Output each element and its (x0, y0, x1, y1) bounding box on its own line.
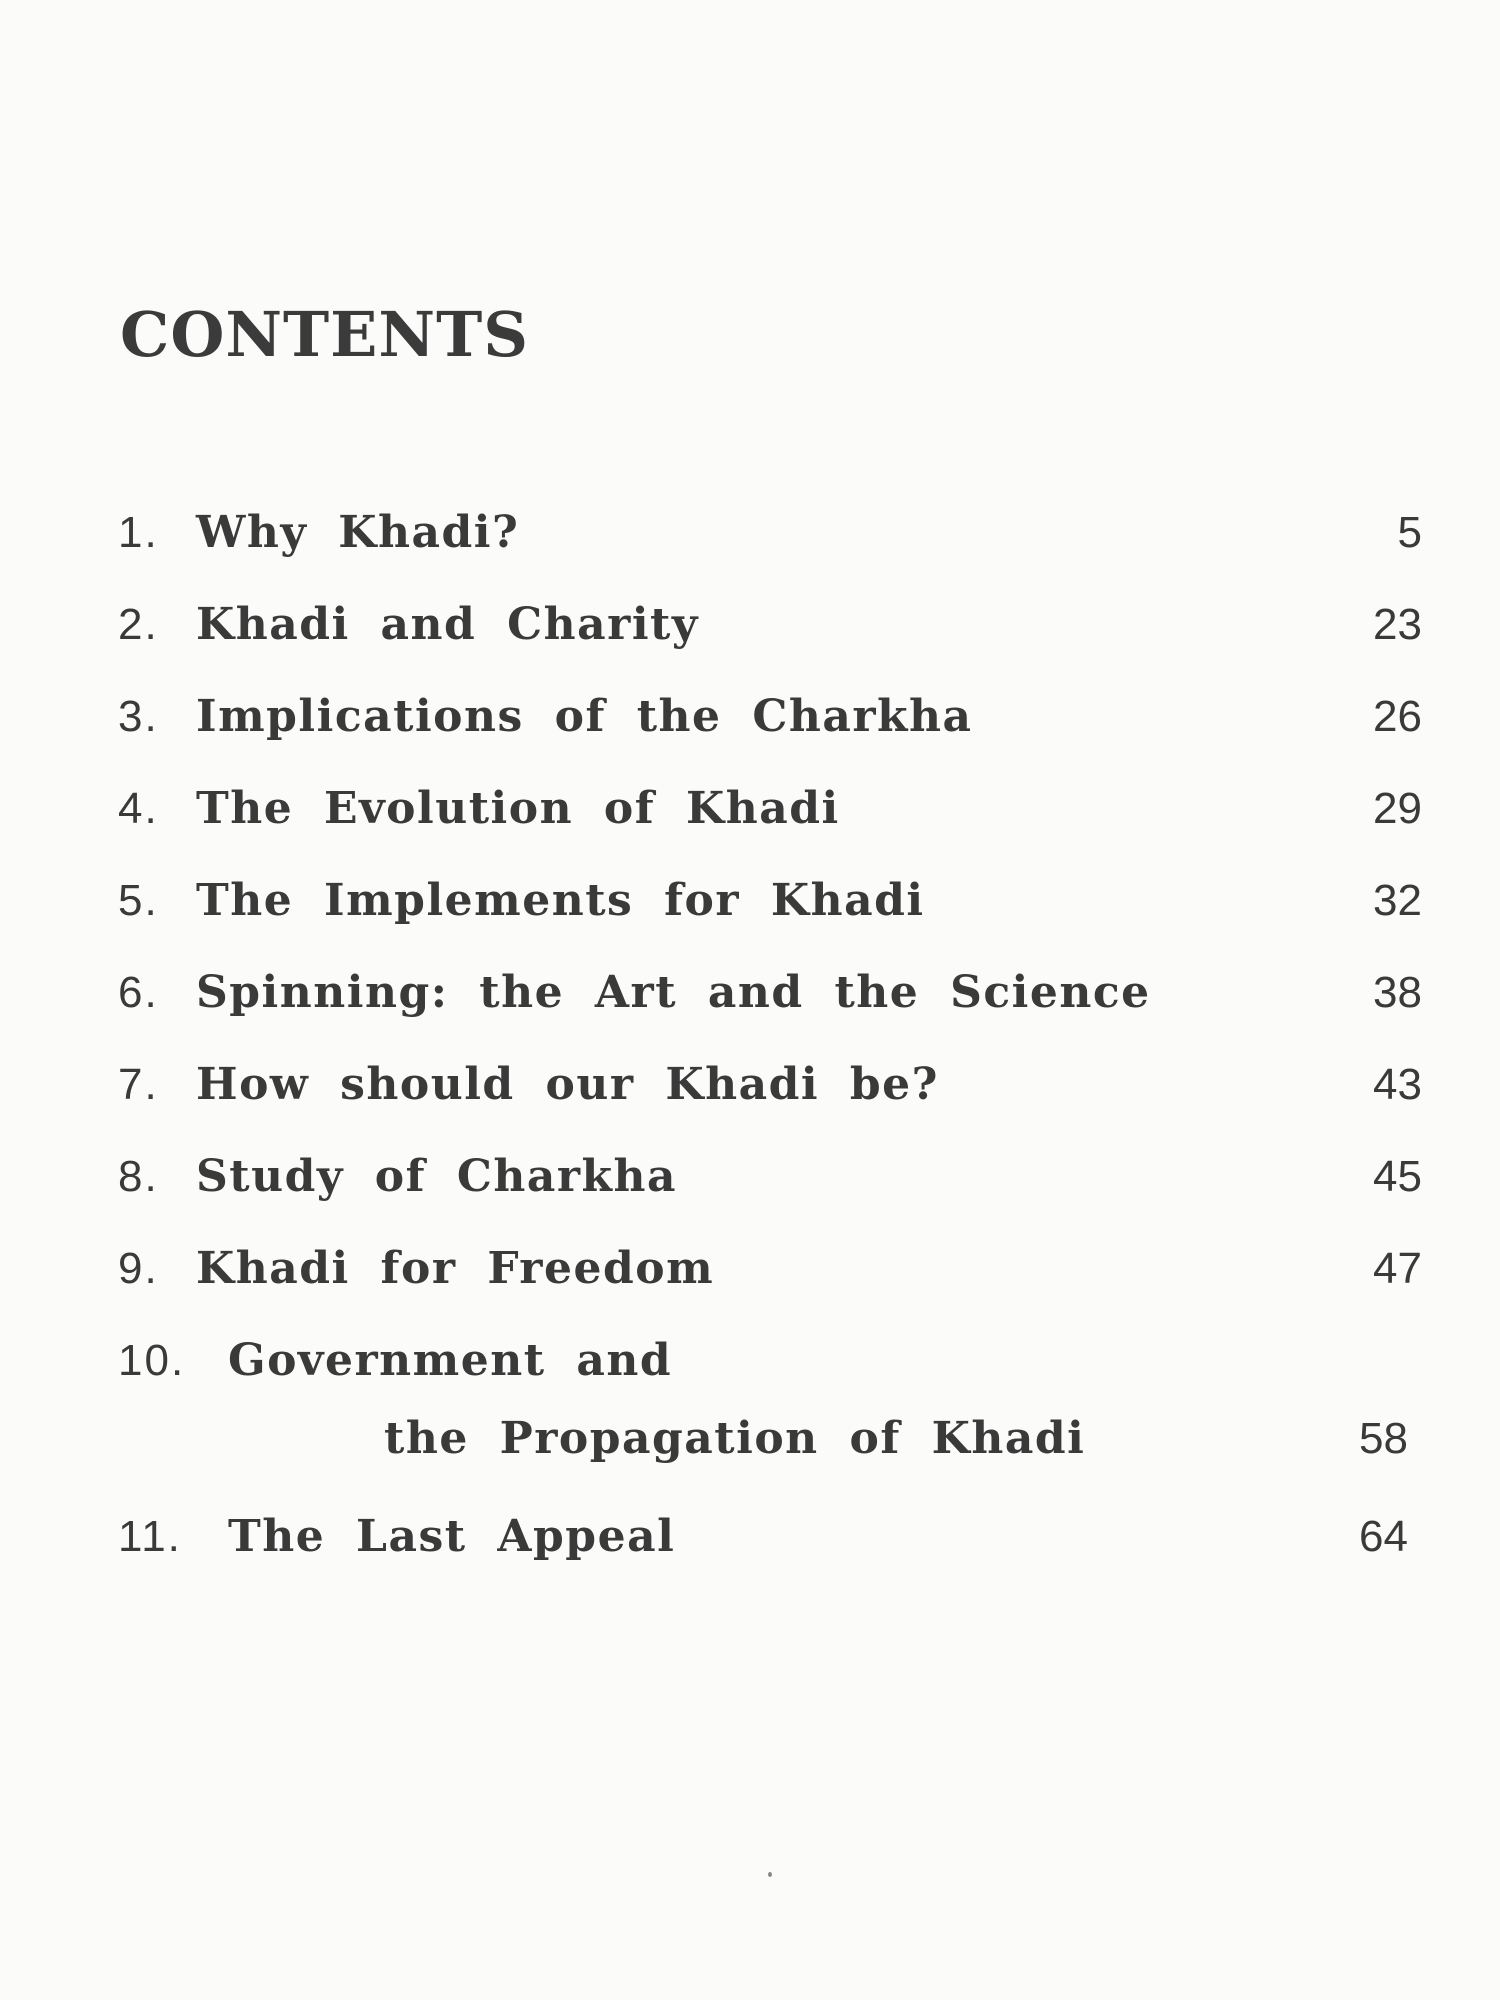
entry-page-number: 23 (1373, 600, 1422, 649)
entry-title: Why Khadi? (196, 507, 520, 558)
toc-entry-8[interactable] (0, 1142, 1500, 1212)
entry-page-number: 38 (1373, 968, 1422, 1017)
toc-entry-11[interactable] (0, 1502, 1500, 1572)
entry-title: The Last Appeal (228, 1511, 676, 1562)
entry-title-continued: the Propagation of Khadi (384, 1413, 1086, 1464)
toc-entry-9[interactable] (0, 1234, 1500, 1304)
page-title: CONTENTS (120, 298, 530, 371)
toc-entry-5[interactable] (0, 866, 1500, 936)
entry-page-number: 5 (1397, 508, 1422, 557)
entry-title: Spinning: the Art and the Science (196, 967, 1151, 1018)
paper-speck (768, 1872, 772, 1877)
entry-number: 10. (118, 1336, 186, 1385)
entry-page-number: 32 (1373, 876, 1422, 925)
entry-number: 8. (118, 1152, 159, 1201)
entry-page-number: 58 (1359, 1414, 1408, 1463)
entry-title: The Evolution of Khadi (196, 783, 840, 834)
toc-entry-6[interactable] (0, 958, 1500, 1028)
entry-number: 9. (118, 1244, 159, 1293)
entry-title: Khadi for Freedom (196, 1243, 715, 1294)
entry-title: Khadi and Charity (196, 599, 699, 650)
entry-number: 4. (118, 784, 159, 833)
entry-page-number: 26 (1373, 692, 1422, 741)
entry-number: 5. (118, 876, 159, 925)
toc-entry-4[interactable] (0, 774, 1500, 844)
entry-title: The Implements for Khadi (196, 875, 925, 926)
entry-page-number: 45 (1373, 1152, 1422, 1201)
entry-page-number: 43 (1373, 1060, 1422, 1109)
toc-entry-1[interactable] (0, 498, 1500, 568)
toc-entry-7[interactable] (0, 1050, 1500, 1120)
toc-entry-2[interactable] (0, 590, 1500, 660)
entry-number: 7. (118, 1060, 159, 1109)
entry-page-number: 47 (1373, 1244, 1422, 1293)
entry-number: 1. (118, 508, 159, 557)
entry-page-number: 29 (1373, 784, 1422, 833)
entry-title: Study of Charkha (196, 1151, 678, 1202)
entry-title: Government and (228, 1335, 673, 1386)
entry-number: 2. (118, 600, 159, 649)
entry-number: 3. (118, 692, 159, 741)
entry-number: 6. (118, 968, 159, 1017)
entry-number: 11. (118, 1512, 182, 1561)
entry-page-number: 64 (1359, 1512, 1408, 1561)
entry-title: How should our Khadi be? (196, 1059, 939, 1110)
toc-entry-3[interactable] (0, 682, 1500, 752)
entry-title: Implications of the Charkha (196, 691, 973, 742)
toc-entry-10[interactable] (0, 1326, 1500, 1486)
